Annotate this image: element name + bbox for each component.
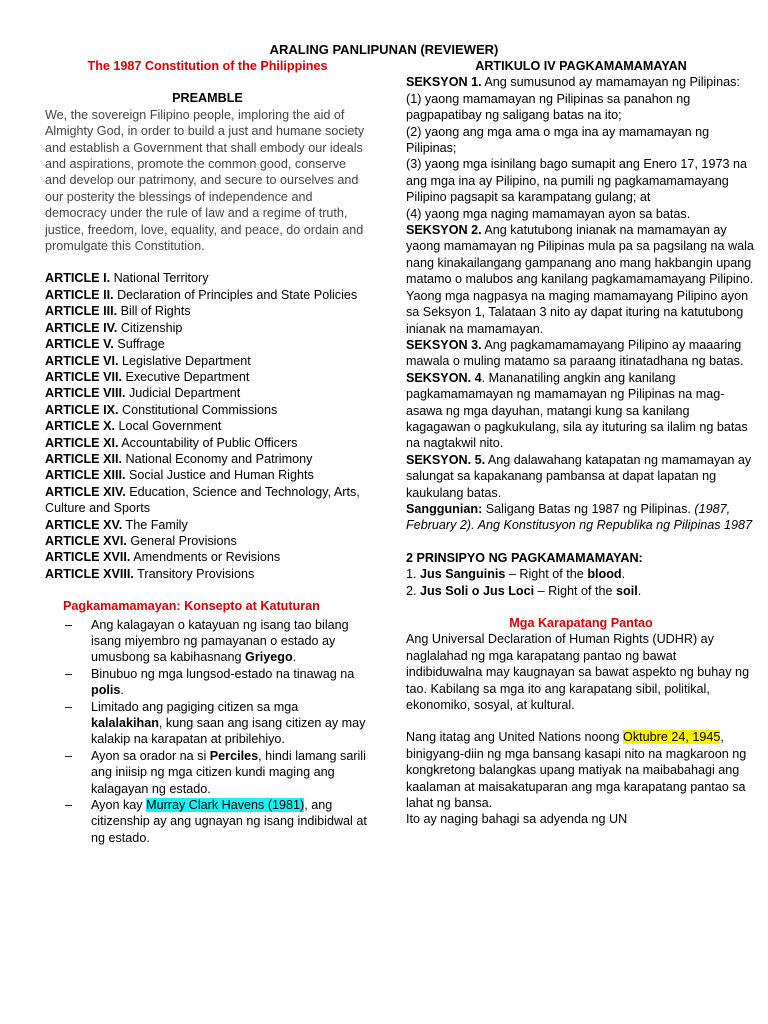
section-5: SEKSYON. 5. Ang dalawahang katapatan ng mamamayan ay salungat sa kapakanang pambansa at dapat lapatan ng kaukulang batas. <box>406 452 752 500</box>
constitution-title: The 1987 Constitution of the Philippines <box>87 59 328 73</box>
article-item: ARTICLE II. Declaration of Principles and State Policies <box>45 287 358 302</box>
section-1-item: (4) yaong mga naging mamamayan ayon sa batas. <box>406 206 691 221</box>
highlighted-text: Murray Clark Havens (1981) <box>146 798 305 813</box>
section-1-item: (3) yaong mga isinilang bago sumapit ang Enero 17, 1973 na ang mga ina ay Pilipino, na pumili ng pagkamamamayang Pilipino pagsapit sa karampatang gulang; at <box>406 157 747 205</box>
dash-bullet: – <box>65 798 73 813</box>
right-column <box>406 58 756 828</box>
list-item: – Ayon sa orador na si Perciles, hindi lamang sarili ang iniisip ng mga citizen kundi maging ang kalagayan ng estado. <box>65 748 366 796</box>
article-iv-heading: ARTIKULO IV PAGKAMAMAMAYAN <box>475 59 687 73</box>
article-item: ARTICLE X. Local Government <box>45 419 222 434</box>
article-item: ARTICLE VI. Legislative Department <box>45 353 251 368</box>
list-item: – Ang kalagayan o katayuan ng isang tao bilang isang miyembro ng pamayanan o estado ay umusbong sa kabihasnang Griyego. <box>65 617 349 665</box>
dash-bullet: – <box>65 748 73 763</box>
concept-bullet-list <box>45 617 370 847</box>
article-item: ARTICLE XV. The Family <box>45 517 188 532</box>
section-1-item: (2) yaong ang mga ama o mga ina ay mamamayan ng Pilipinas; <box>406 124 710 156</box>
preamble-heading: PREAMBLE <box>172 91 243 106</box>
section-3: SEKSYON 3. Ang pagkamamamayang Pilipino ay maaaring mawala o muling matamo sa paraang itinatadhana ng batas. <box>406 337 744 369</box>
article-item: ARTICLE IV. Citizenship <box>45 320 183 335</box>
highlighted-date: Oktubre 24, 1945 <box>623 730 721 745</box>
article-item: ARTICLE XIV. Education, Science and Technology, Arts, Culture and Sports <box>45 484 360 516</box>
principles-heading: 2 PRINSIPYO NG PAGKAMAMAMAYAN: <box>406 550 643 565</box>
article-item: ARTICLE VIII. Judicial Department <box>45 386 241 401</box>
section-1-item: (1) yaong mamamayan ng Pilipinas sa panahon ng pagpapatibay ng saligang batas na ito; <box>406 91 691 123</box>
list-item: – Binubuo ng mga lungsod-estado na tinawag na polis. <box>65 666 355 698</box>
preamble-text: We, the sovereign Filipino people, imploring the aid of Almighty God, in order to build a just and humane society and establish a Government that shall embody our ideals and aspirations, promote the common good, conserve and develop our patrimony, and secure to ourselves and our posterity the blessings of independence and democracy under the rule of law and a regime of truth, justice, freedom, love, equality, and peace, do ordain and promulgate this Constitution. <box>45 107 365 254</box>
rights-heading: Mga Karapatang Pantao <box>509 616 653 630</box>
article-item: ARTICLE XVI. General Provisions <box>45 533 237 548</box>
article-item: ARTICLE XII. National Economy and Patrimony <box>45 451 313 466</box>
rights-paragraph: Ang Universal Declaration of Human Rights (UDHR) ay naglalahad ng mga karapatang pantao ng bawat indibiduwalna may kaugnayan sa bawat aspekto ng buhay ng tao. Kabilang sa mga ito ang karapatang sibil, politikal, ekonomiko, sosyal, at kultural. <box>406 632 750 713</box>
section-1: SEKSYON 1. Ang sumusunod ay mamamayan ng Pilipinas: <box>406 75 740 90</box>
dash-bullet: – <box>65 666 73 681</box>
principle-item: 2. Jus Soli o Jus Loci – Right of the soil. <box>406 583 642 598</box>
article-item: ARTICLE XVII. Amendments or Revisions <box>45 550 281 565</box>
section-4: SEKSYON. 4. Mananatiling angkin ang kanilang pagkamamamayan ng mamamayan ng Pilipinas na mag-asawa ng mga dayuhan, matangi kung sa kanilang kagagawan o pagkukulang, sila ay ituturing sa ilalim ng batas na nagtakwil nito. <box>406 370 748 451</box>
principle-item: 1. Jus Sanguinis – Right of the blood. <box>406 567 626 582</box>
article-list <box>45 270 370 582</box>
list-item: – Limitado ang pagiging citizen sa mga kalalakihan, kung saan ang isang citizen ay may kalakip na karapatan at pribilehiyo. <box>65 699 366 747</box>
article-item: ARTICLE XIII. Social Justice and Human Rights <box>45 468 314 483</box>
dash-bullet: – <box>65 617 73 632</box>
concept-heading: Pagkamamamayan: Konsepto at Katuturan <box>63 599 320 614</box>
section-2: SEKSYON 2. Ang katutubong inianak na mamamayan ay yaong mamamayan ng Pilipinas mula pa sa pagsilang na wala nang kinakailangang gampanang ano mang hakbangin upang matamo o malubos ang kanilang pagkamamamayang Pilipino. Yaong mga nagpasya na maging mamamayang Pilipino ayon sa Seksyon 1, Talataan 3 nito ay dapat ituring na katutubong inianak na mamamayan. <box>406 223 754 336</box>
article-item: ARTICLE V. Suffrage <box>45 337 165 352</box>
list-item: – Ayon kay Murray Clark Havens (1981), ang citizenship ay ang ugnayan ng isang indibidwal at ng estado. <box>65 798 367 845</box>
un-last-line: Ito ay naging bahagi sa adyenda ng UN <box>406 812 628 827</box>
article-item: ARTICLE XVIII. Transitory Provisions <box>45 566 255 581</box>
un-paragraph: Nang itatag ang United Nations noong Oktubre 24, 1945, binigyang-diin ng mga bansang kasapi nito na magkaroon ng kongkretong balangkas upang matiyak na maibabahagi ang kaalaman at maisakatuparan ang mga karapatang pantao sa lahat ng bansa. <box>406 730 747 811</box>
article-item: ARTICLE VII. Executive Department <box>45 369 250 384</box>
article-item: ARTICLE XI. Accountability of Public Officers <box>45 435 298 450</box>
source-reference: Sanggunian: Saligang Batas ng 1987 ng Pilipinas. (1987, February 2). Ang Konstitusyon ng Republika ng Pilipinas 1987 <box>406 501 753 533</box>
dash-bullet: – <box>65 699 73 714</box>
article-item: ARTICLE III. Bill of Rights <box>45 304 191 319</box>
article-item: ARTICLE I. National Territory <box>45 271 209 286</box>
article-item: ARTICLE IX. Constitutional Commissions <box>45 402 278 417</box>
document-title: ARALING PANLIPUNAN (REVIEWER) <box>269 42 499 57</box>
left-column <box>45 58 370 846</box>
